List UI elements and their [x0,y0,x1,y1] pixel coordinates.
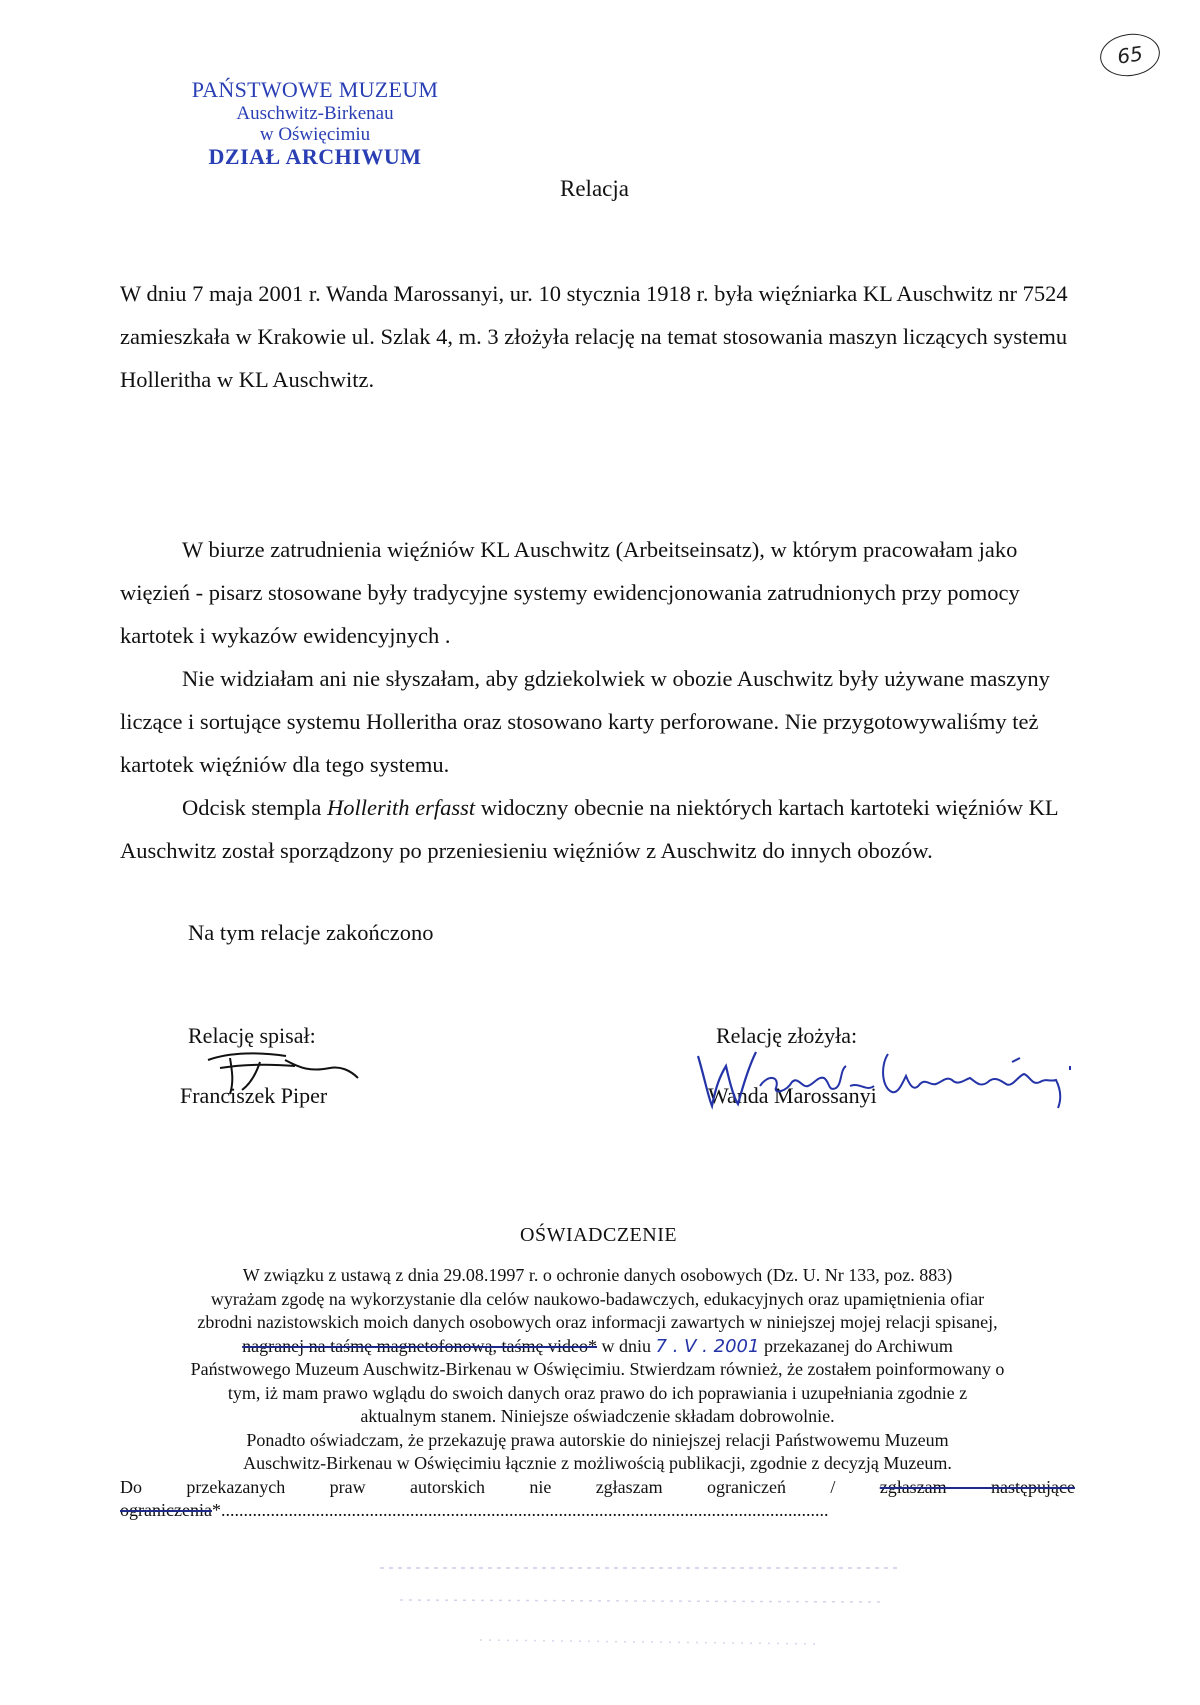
stamp-line-museum: PAŃSTWOWE MUZEUM [191,77,439,102]
rights-start: Do przekazanych praw autorskich nie zgłaszam ograniczeń / [120,1476,880,1497]
p3-italic-stamp: Hollerith erfasst [326,795,476,820]
document-title: Relacja [560,176,629,201]
left-signature-name: Franciszek Piper [180,1083,328,1108]
stamp-line-location: Auschwitz-Birkenau [236,102,394,124]
page-number: 65 [1097,30,1162,80]
declaration-line-5: Państwowego Muzeum Auschwitz-Birkenau w Oświęcimiu. Stwierdzam również, że zostałem poinformowany o [190,1359,1005,1379]
struck-restrictions-word: ograniczenia [120,1500,212,1520]
right-signature-name: Wanda Marossanyi [708,1083,877,1108]
declaration-title: OŚWIADCZENIE [520,1224,678,1246]
declaration-body [120,1264,1075,1523]
right-signature-label: Relację złożyła: [716,1023,858,1048]
declaration-line-11 [120,1499,1075,1523]
bleed-through-marks-icon [380,1560,940,1670]
declaration-line-10 [120,1476,1075,1500]
body-paragraph-1: W biurze zatrudnienia więźniów KL Auschwitz (Arbeitseinsatz), w którym pracowałam jako więzień - pisarz stosowane były tradycyjne systemy ewidencjonowania zatrudnionych przy pomocy kartotek i wykazów ewidencyjnych . [120,537,1020,648]
stamp-line-department: DZIAŁ ARCHIWUM [208,144,422,170]
archive-stamp [155,78,475,170]
left-signature-label: Relację spisał: [188,1023,316,1048]
p3-after: widoczny obecnie na niektórych kartach kartoteki więźniów KL Auschwitz został sporządzony po przeniesieniu więźniów z Auschwitz do innych obozów. [120,795,1058,863]
signature-marossanyi-icon [690,1036,1110,1116]
declaration-line-9: Auschwitz-Birkenau w Oświęcimiu łącznie z możliwością publikacji, zgodnie z decyzją Muzeum. [243,1453,952,1473]
struck-recording-text: nagranej na taśmę magnetofonową, taśmę video* [242,1335,598,1356]
intro-paragraph [120,272,1080,401]
p3-before: Odcisk stempla [182,795,327,820]
closing-line: Na tym relacje zakończono [188,920,434,945]
declaration-line-2: wyrażam zgodę na wykorzystanie dla celów naukowo-badawczych, edukacyjnych oraz upamiętnienia ofiar [210,1288,985,1309]
stamp-line-city: w Oświęcimiu [259,123,371,145]
declaration-line-4 [120,1335,1075,1359]
declaration-line-6: tym, iż mam prawo wglądu do swoich danych oraz prawo do ich poprawiania i uzupełniania zgodnie z [227,1382,968,1403]
body-paragraph-3 [120,786,1080,872]
body-paragraph-2: Nie widziałam ani nie słyszałam, aby gdziekolwiek w obozie Auschwitz były używane maszyny liczące i sortujące systemu Holleritha oraz stosowano karty perforowane. Nie przygotowywaliśmy też kartotek więźniów dla tego systemu. [120,666,1050,777]
date-suffix: przekazanej do Archiwum [759,1335,953,1356]
struck-restrictions: zgłaszam następujące [879,1476,1075,1497]
intro-text: W dniu 7 maja 2001 r. Wanda Marossanyi, ur. 10 stycznia 1918 r. była więźniarka KL Auschwitz nr 7524 zamieszkała w Krakowie ul. Szlak 4, m. 3 złożyła relację na temat stosowania maszyn liczących systemu Holleritha w KL Auschwitz. [120,281,1068,392]
declaration-line-8: Ponadto oświadczam, że przekazuję prawa autorskie do niniejszej relacji Państwowemu Muzeum [246,1429,949,1450]
signature-piper-icon [190,1038,370,1098]
dotted-fill: *....................................................................................................................................... [211,1500,829,1520]
date-prefix: w dniu [597,1335,656,1356]
declaration-line-7: aktualnym stanem. Niniejsze oświadczenie składam dobrowolnie. [360,1406,835,1426]
body-section [120,528,1080,872]
declaration-line-1: W związku z ustawą z dnia 29.08.1997 r. o ochronie danych osobowych (Dz. U. Nr 133, poz. 883) [242,1265,953,1285]
handwritten-date: 7 . V . 2001 [655,1335,760,1357]
declaration-line-3: zbrodni nazistowskich moich danych osobowych oraz informacji zawartych w niniejszej mojej relacji spisanej, [197,1312,998,1332]
